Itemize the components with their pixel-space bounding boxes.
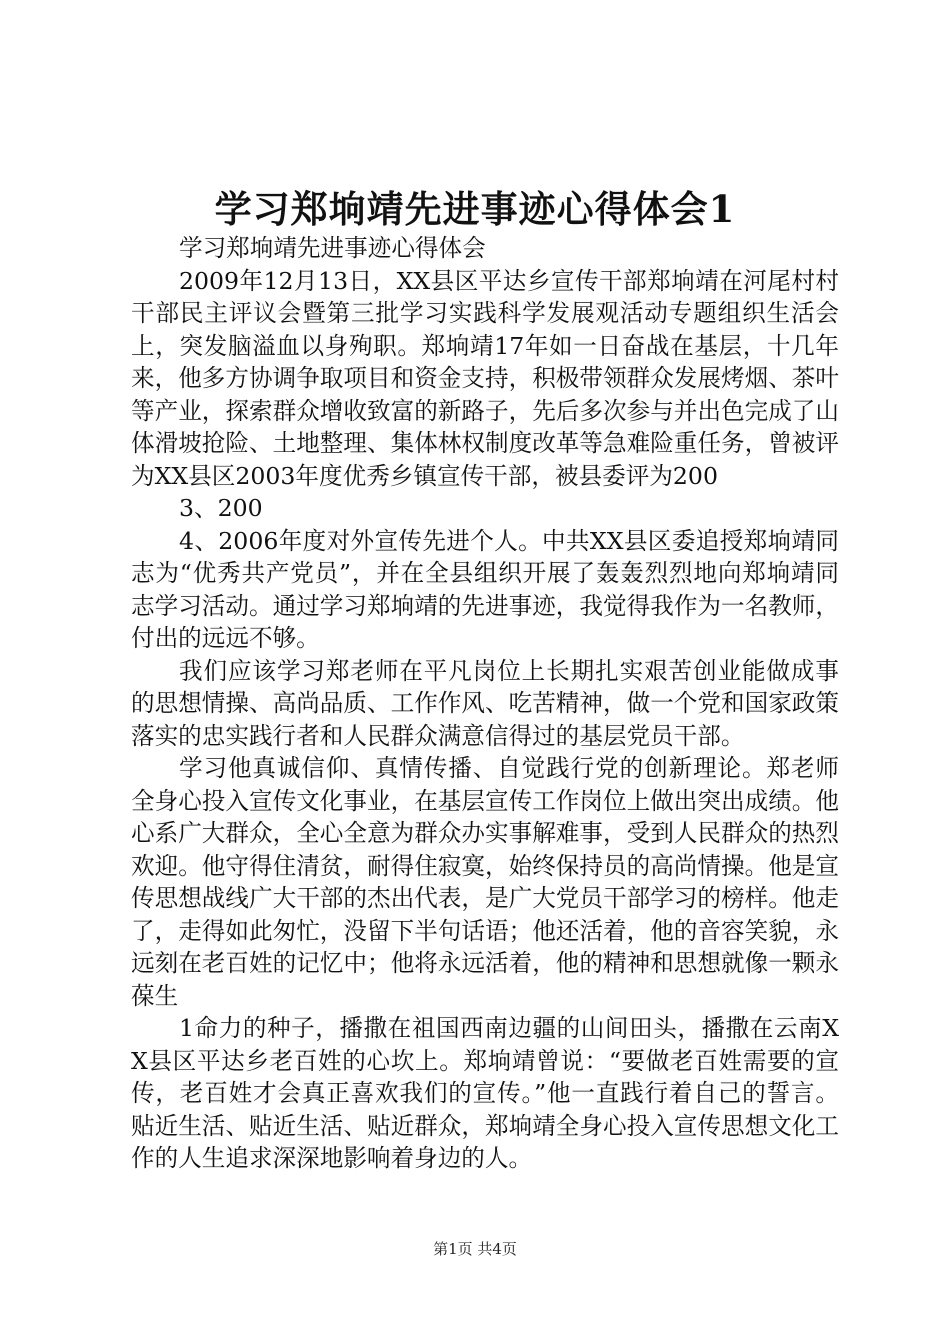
paragraph-subtitle: 学习郑垧靖先进事迹心得体会 bbox=[179, 234, 486, 262]
document-body bbox=[131, 232, 839, 1175]
paragraph: 4、2006年度对外宣传先进个人。中共XX县区委追授郑垧靖同志为“优秀共产党员”，并在全县组织开展了轰轰烈烈地向郑垧靖同志学习活动。通过学习郑垧靖的先进事迹，我觉得我作为一名教师，付出的远远不够。 bbox=[131, 526, 839, 652]
paragraph: 学习他真诚信仰、真情传播、自觉践行党的创新理论。郑老师全身心投入宣传文化事业，在基层宣传工作岗位上做出突出成绩。他心系广大群众，全心全意为群众办实事解难事，受到人民群众的热烈欢迎。他守得住清贫，耐得住寂寞，始终保持员的高尚情操。他是宣传思想战线广大干部的杰出代表，是广大党员干部学习的榜样。他走了，走得如此匆忙，没留下半句话语；他还活着，他的音容笑貌，永远刻在老百姓的记忆中；他将永远活着，他的精神和思想就像一颗永葆生 bbox=[131, 754, 839, 1010]
paragraph: 3、200 bbox=[179, 494, 263, 522]
page-footer: 第1页 共4页 bbox=[433, 1240, 517, 1258]
paragraph: 我们应该学习郑老师在平凡岗位上长期扎实艰苦创业能做成事的思想情操、高尚品质、工作作风、吃苦精神，做一个党和国家政策落实的忠实践行者和人民群众满意信得过的基层党员干部。 bbox=[131, 656, 839, 750]
paragraph: 1命力的种子，播撒在祖国西南边疆的山间田头，播撒在云南XX县区平达乡老百姓的心坎上。郑垧靖曾说：“要做老百姓需要的宣传，老百姓才会真正喜欢我们的宣传。”他一直践行着自己的誓言。贴近生活、贴近生活、贴近群众，郑垧靖全身心投入宣传思想文化工作的人生追求深深地影响着身边的人。 bbox=[131, 1014, 839, 1172]
paragraph: 2009年12月13日，XX县区平达乡宣传干部郑垧靖在河尾村村干部民主评议会暨第三批学习实践科学发展观活动专题组织生活会上，突发脑溢血以身殉职。郑垧靖17年如一日奋战在基层，十几年来，他多方协调争取项目和资金支持，积极带领群众发展烤烟、茶叶等产业，探索群众增收致富的新路子，先后多次参与并出色完成了山体滑坡抢险、土地整理、集体林权制度改革等急难险重任务，曾被评为XX县区2003年度优秀乡镇宣传干部，被县委评为200 bbox=[131, 266, 839, 490]
document-title: 学习郑垧靖先进事迹心得体会1 bbox=[214, 187, 736, 231]
